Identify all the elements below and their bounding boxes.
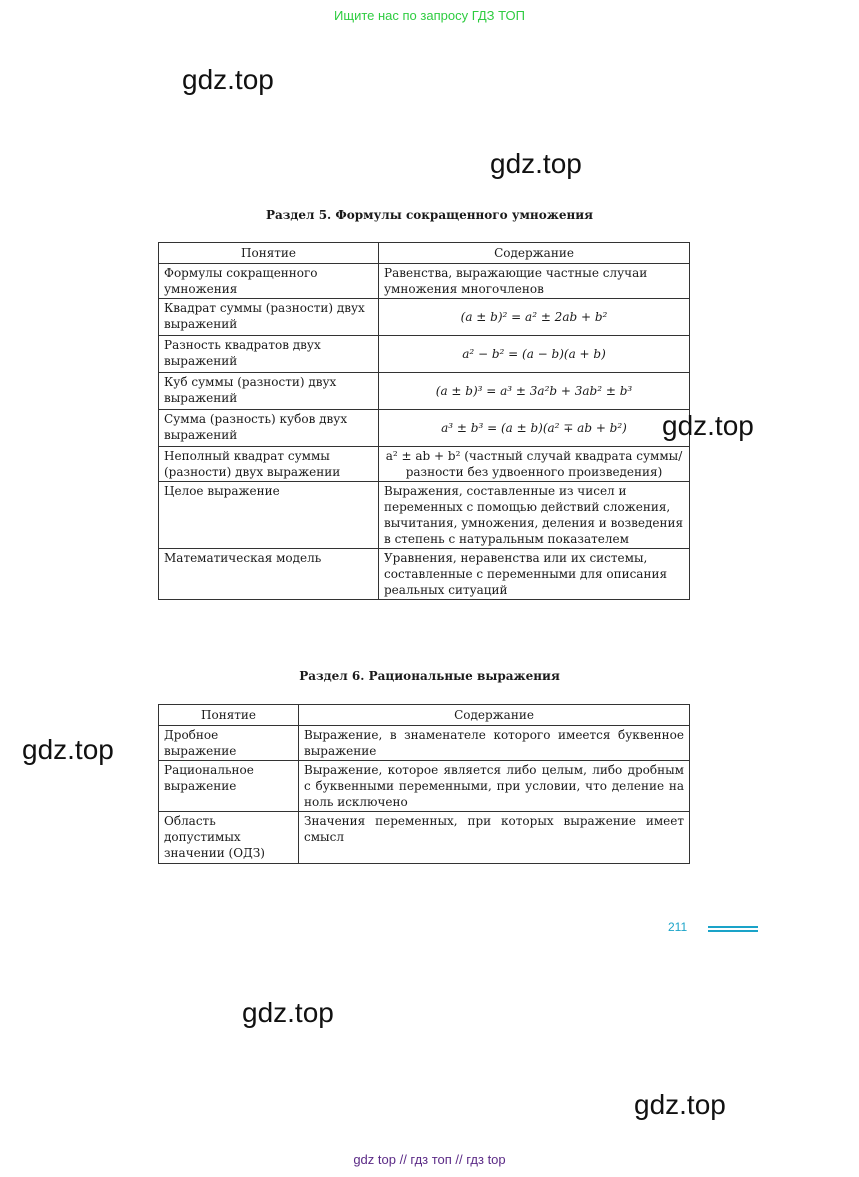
- page-number: 211: [668, 920, 688, 934]
- table-row: [159, 264, 690, 299]
- table-row: [159, 549, 690, 600]
- table-row: [159, 482, 690, 549]
- concept-cell: Математическая модель: [159, 549, 379, 600]
- formula-cell: (a ± b)² = a² ± 2ab + b²: [379, 299, 690, 336]
- content-cell: Значения переменных, при которых выражение имеет смысл: [299, 812, 690, 864]
- column-header: Содержание: [299, 705, 690, 726]
- section6-table: [158, 704, 690, 864]
- watermark: gdz.top: [634, 1089, 726, 1120]
- table-row: [159, 410, 690, 447]
- content-cell: Выражения, составленные из чисел и переменных с помощью действий сложения, вычитания, умножения, деления и возведения в степень с натуральным показателем: [379, 482, 690, 549]
- watermark: gdz.top: [242, 997, 334, 1028]
- table-row: [159, 812, 690, 864]
- content-cell: Уравнения, неравенства или их системы, составленные с переменными для описания реальных ситуаций: [379, 549, 690, 600]
- content-cell: a² ± ab + b² (частный случай квадрата суммы/разности без удвоенного произведения): [379, 447, 690, 482]
- concept-cell: Сумма (разность) кубов двух выражений: [159, 410, 379, 447]
- concept-cell: Целое выражение: [159, 482, 379, 549]
- content-cell: Равенства, выражающие частные случаи умножения многочленов: [379, 264, 690, 299]
- concept-cell: Дробное выражение: [159, 726, 299, 761]
- concept-cell: Куб суммы (разности) двух выражений: [159, 373, 379, 410]
- content-cell: Выражение, которое является либо целым, либо дробным с буквенными переменными, при условии, что деление на ноль исключено: [299, 761, 690, 812]
- concept-cell: Формулы сокращенного умножения: [159, 264, 379, 299]
- formula-cell: (a ± b)³ = a³ ± 3a²b + 3ab² ± b³: [379, 373, 690, 410]
- table-row: [159, 761, 690, 812]
- footer-text: gdz top // гдз топ // гдз top: [353, 1152, 506, 1167]
- column-header: Содержание: [379, 243, 690, 264]
- content-cell: Выражение, в знаменателе которого имеется буквенное выражение: [299, 726, 690, 761]
- watermark: gdz.top: [182, 64, 274, 95]
- concept-cell: Область допустимых значении (ОДЗ): [159, 812, 299, 864]
- concept-cell: Квадрат суммы (разности) двух выражений: [159, 299, 379, 336]
- section5-table: [158, 242, 690, 600]
- top-banner: Ищите нас по запросу ГДЗ ТОП: [334, 8, 525, 23]
- concept-cell: Разность квадратов двух выражений: [159, 336, 379, 373]
- formula-cell: a³ ± b³ = (a ± b)(a² ∓ ab + b²): [379, 410, 690, 447]
- table-row: [159, 373, 690, 410]
- table-row: [159, 726, 690, 761]
- column-header: Понятие: [159, 705, 299, 726]
- watermark: gdz.top: [490, 148, 582, 179]
- watermark: gdz.top: [662, 410, 754, 441]
- column-header: Понятие: [159, 243, 379, 264]
- watermark: gdz.top: [22, 734, 114, 765]
- table-row: [159, 447, 690, 482]
- formula-cell: a² − b² = (a − b)(a + b): [379, 336, 690, 373]
- section5-title: Раздел 5. Формулы сокращенного умножения: [265, 208, 594, 222]
- concept-cell: Неполный квадрат суммы (разности) двух выражении: [159, 447, 379, 482]
- concept-cell: Рациональное выражение: [159, 761, 299, 812]
- page-number-decoration: [708, 926, 758, 934]
- table-row: [159, 336, 690, 373]
- table-header-row: [159, 705, 690, 726]
- table-header-row: [159, 243, 690, 264]
- table-row: [159, 299, 690, 336]
- section6-title: Раздел 6. Рациональные выражения: [299, 669, 560, 683]
